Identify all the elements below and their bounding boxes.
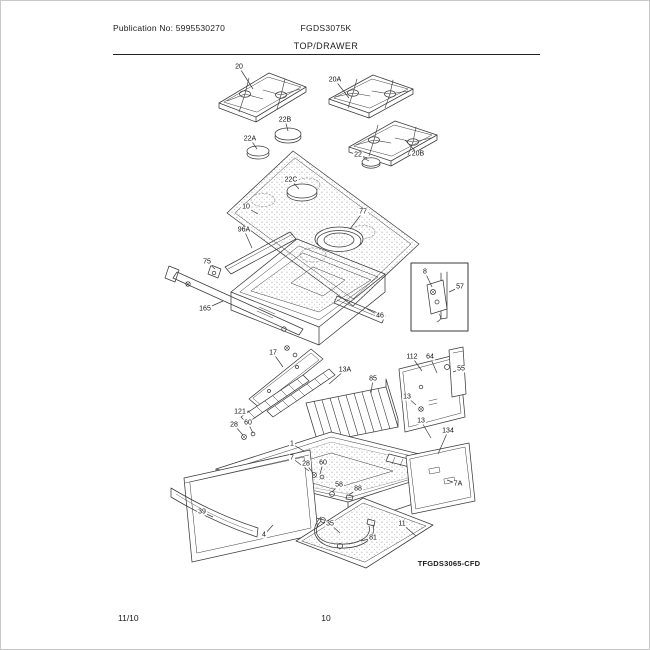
callout-20A: 20A	[328, 76, 342, 84]
callout-8: 8	[423, 268, 427, 276]
callout-28: 28	[230, 421, 238, 429]
callout-81: 81	[369, 534, 377, 542]
callout-60: 60	[244, 419, 252, 427]
callout-64: 64	[426, 353, 434, 361]
callout-112: 112	[406, 353, 418, 361]
callout-121: 121	[234, 408, 246, 416]
callout-46: 46	[376, 312, 384, 320]
callout-58: 58	[335, 481, 343, 489]
publication-number: Publication No: 5995530270	[113, 23, 226, 33]
callout-13: 13	[403, 393, 411, 401]
callout-7: 7	[290, 454, 294, 462]
callout-11: 11	[398, 520, 406, 528]
callout-55: 55	[457, 365, 465, 373]
callout-134: 134	[442, 427, 454, 435]
callout-60: 60	[319, 459, 327, 467]
callout-13: 13	[417, 417, 425, 425]
callout-77: 77	[359, 208, 367, 216]
callout-22: 22	[354, 151, 362, 159]
footer-revision-date: 11/10	[118, 613, 139, 623]
callout-22A: 22A	[243, 135, 257, 143]
callout-7A: 7A	[453, 480, 463, 488]
callout-75: 75	[203, 258, 211, 266]
model-number: FGDS3075K	[300, 23, 352, 33]
callout-39: 39	[198, 508, 206, 516]
callout-leader-lines	[1, 1, 650, 650]
callout-35: 35	[326, 520, 334, 528]
callout-10: 10	[242, 203, 250, 211]
callout-1: 1	[290, 440, 294, 448]
callout-85: 85	[369, 375, 377, 383]
footer-page-number: 10	[321, 613, 331, 623]
callout-57: 57	[456, 283, 464, 291]
callout-13A: 13A	[338, 366, 352, 374]
callout-20B: 20B	[411, 150, 425, 158]
callout-22C: 22C	[284, 176, 298, 184]
diagram-id-tag: TFGDS3065-CFD	[417, 559, 481, 568]
callout-17: 17	[269, 349, 277, 357]
callout-4: 4	[262, 531, 266, 539]
callout-165: 165	[199, 305, 211, 313]
page-title: TOP/DRAWER	[293, 41, 359, 51]
callout-20: 20	[235, 63, 243, 71]
callout-22B: 22B	[278, 116, 292, 124]
callout-28: 28	[302, 460, 310, 468]
callout-88: 88	[354, 485, 362, 493]
callout-96A: 96A	[237, 226, 251, 234]
